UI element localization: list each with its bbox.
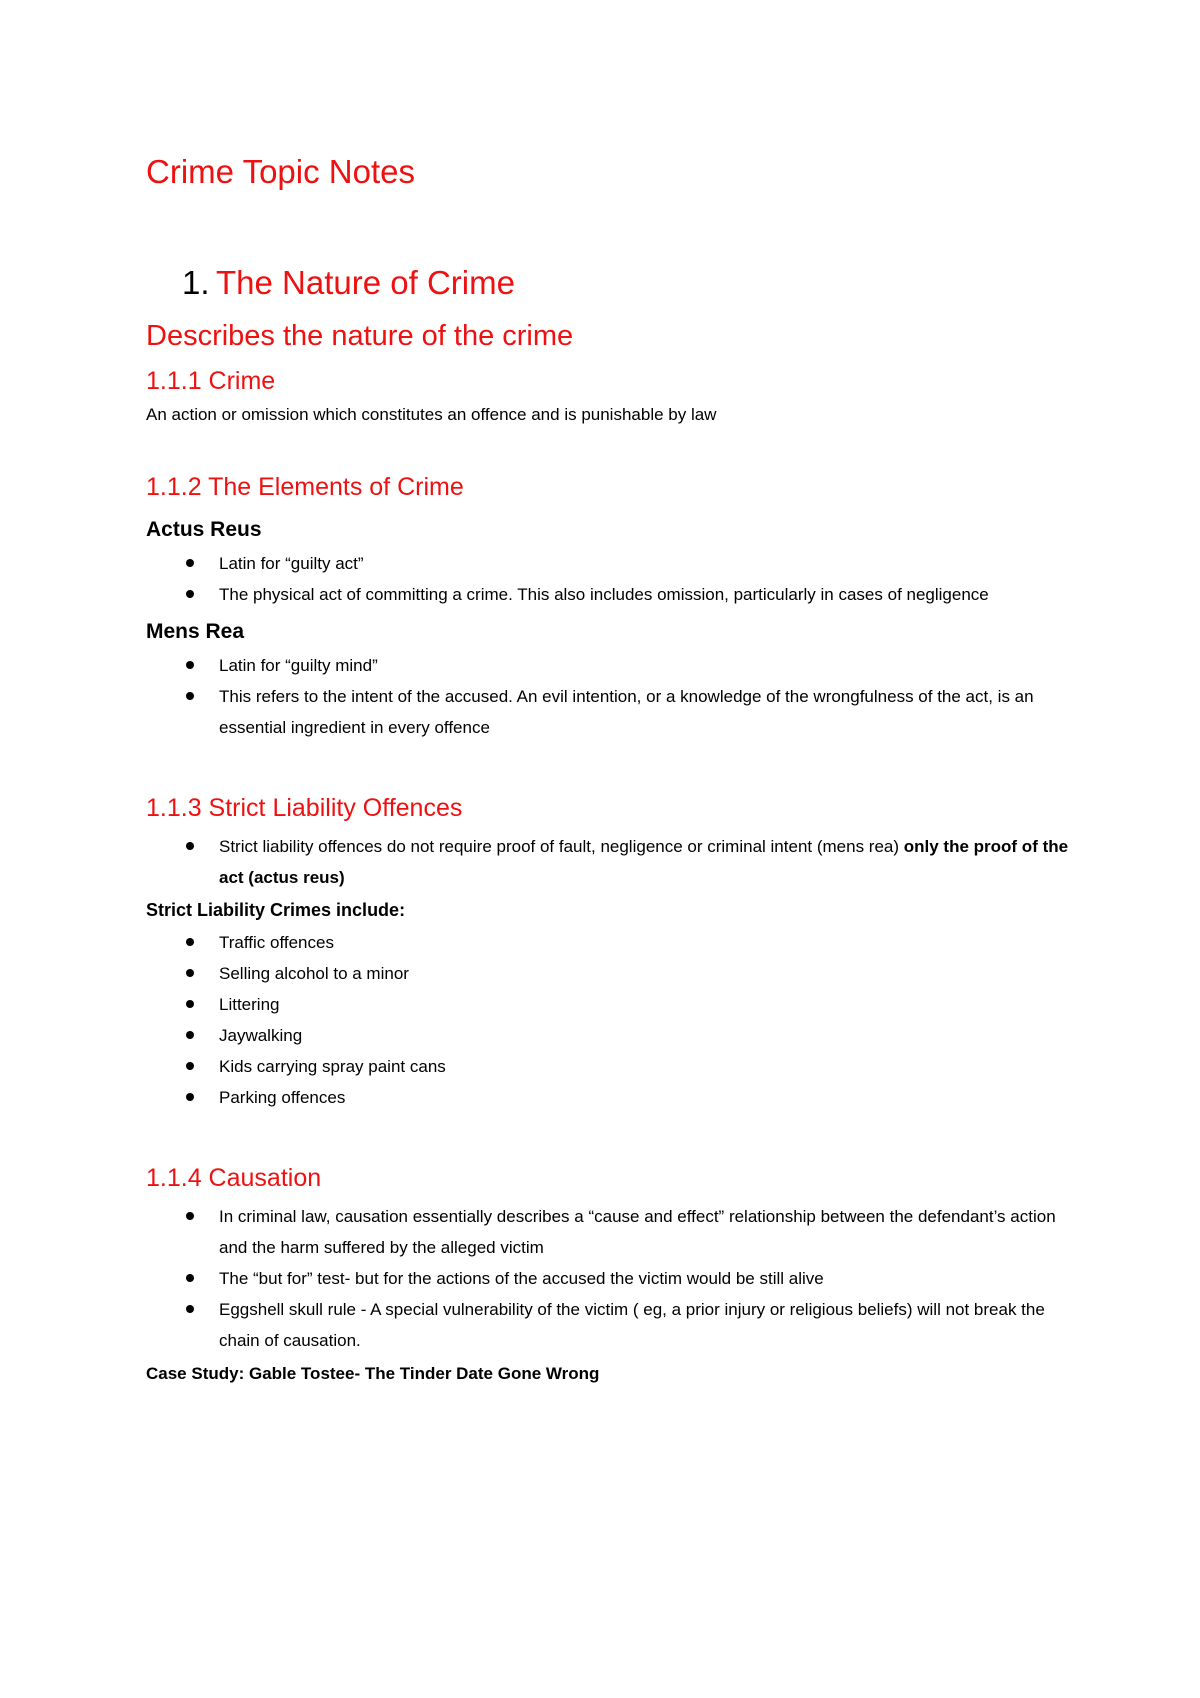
crime-heading: 1.1.1 Crime bbox=[146, 367, 276, 395]
bullet-icon bbox=[186, 1305, 194, 1313]
strict-crimes-heading: Strict Liability Crimes include: bbox=[146, 900, 406, 920]
list-item: Traffic offences bbox=[186, 927, 1079, 958]
list-item: The “but for” test- but for the actions of the accused the victim would be still alive bbox=[186, 1263, 1079, 1294]
bullet-icon bbox=[186, 1000, 194, 1008]
section-number: 1. bbox=[182, 264, 210, 301]
elements-heading: 1.1.2 The Elements of Crime bbox=[146, 473, 464, 501]
case-study-label: Case Study: Gable Tostee- The Tinder Date Gone Wrong bbox=[146, 1364, 600, 1383]
bullet-icon bbox=[186, 1062, 194, 1070]
section-title: The Nature of Crime bbox=[216, 264, 515, 301]
list-item: Kids carrying spray paint cans bbox=[186, 1051, 1079, 1082]
list-item: This refers to the intent of the accused. An evil intention, or a knowledge of the wrongfulness of the act, is an essential ingredient in every offence bbox=[186, 681, 1079, 743]
section-subtitle: Describes the nature of the crime bbox=[146, 320, 574, 352]
list-item: The physical act of committing a crime. This also includes omission, particularly in cases of negligence bbox=[186, 579, 1079, 610]
bullet-icon bbox=[186, 969, 194, 977]
list-item: Strict liability offences do not require proof of fault, negligence or criminal intent (mens rea) only the proof of the act (actus reus) bbox=[186, 831, 1079, 893]
document-title: Crime Topic Notes bbox=[146, 153, 415, 190]
bullet-icon bbox=[186, 559, 194, 567]
bullet-icon bbox=[186, 1031, 194, 1039]
mens-rea-list bbox=[146, 650, 1080, 743]
list-item: In criminal law, causation essentially describes a “cause and effect” relationship between the defendant’s action and the harm suffered by the alleged victim bbox=[186, 1201, 1079, 1263]
crime-definition: An action or omission which constitutes an offence and is punishable by law bbox=[146, 405, 717, 424]
strict-liability-heading: 1.1.3 Strict Liability Offences bbox=[146, 794, 463, 822]
list-item: Latin for “guilty act” bbox=[186, 548, 1079, 579]
bullet-icon bbox=[186, 1274, 194, 1282]
bullet-icon bbox=[186, 692, 194, 700]
list-item: Littering bbox=[186, 989, 1079, 1020]
list-item: Eggshell skull rule - A special vulnerability of the victim ( eg, a prior injury or religious beliefs) will not break the chain of causation. bbox=[186, 1294, 1079, 1356]
strict-bold-text: only the proof of the act (actus reus) bbox=[219, 837, 1069, 887]
causation-heading: 1.1.4 Causation bbox=[146, 1164, 322, 1192]
actus-reus-list bbox=[146, 548, 1080, 610]
bullet-icon bbox=[186, 1212, 194, 1220]
bullet-icon bbox=[186, 938, 194, 946]
strict-crimes-list bbox=[146, 927, 1080, 1113]
list-item: Selling alcohol to a minor bbox=[186, 958, 1079, 989]
list-item: Latin for “guilty mind” bbox=[186, 650, 1079, 681]
bullet-icon bbox=[186, 661, 194, 669]
bullet-icon bbox=[186, 590, 194, 598]
mens-rea-heading: Mens Rea bbox=[146, 620, 245, 643]
causation-list bbox=[146, 1201, 1080, 1356]
section-heading bbox=[182, 258, 1080, 308]
bullet-icon bbox=[186, 842, 194, 850]
bullet-icon bbox=[186, 1093, 194, 1101]
actus-reus-heading: Actus Reus bbox=[146, 518, 262, 541]
strict-liability-list bbox=[146, 831, 1080, 893]
list-item: Parking offences bbox=[186, 1082, 1079, 1113]
list-item: Jaywalking bbox=[186, 1020, 1079, 1051]
